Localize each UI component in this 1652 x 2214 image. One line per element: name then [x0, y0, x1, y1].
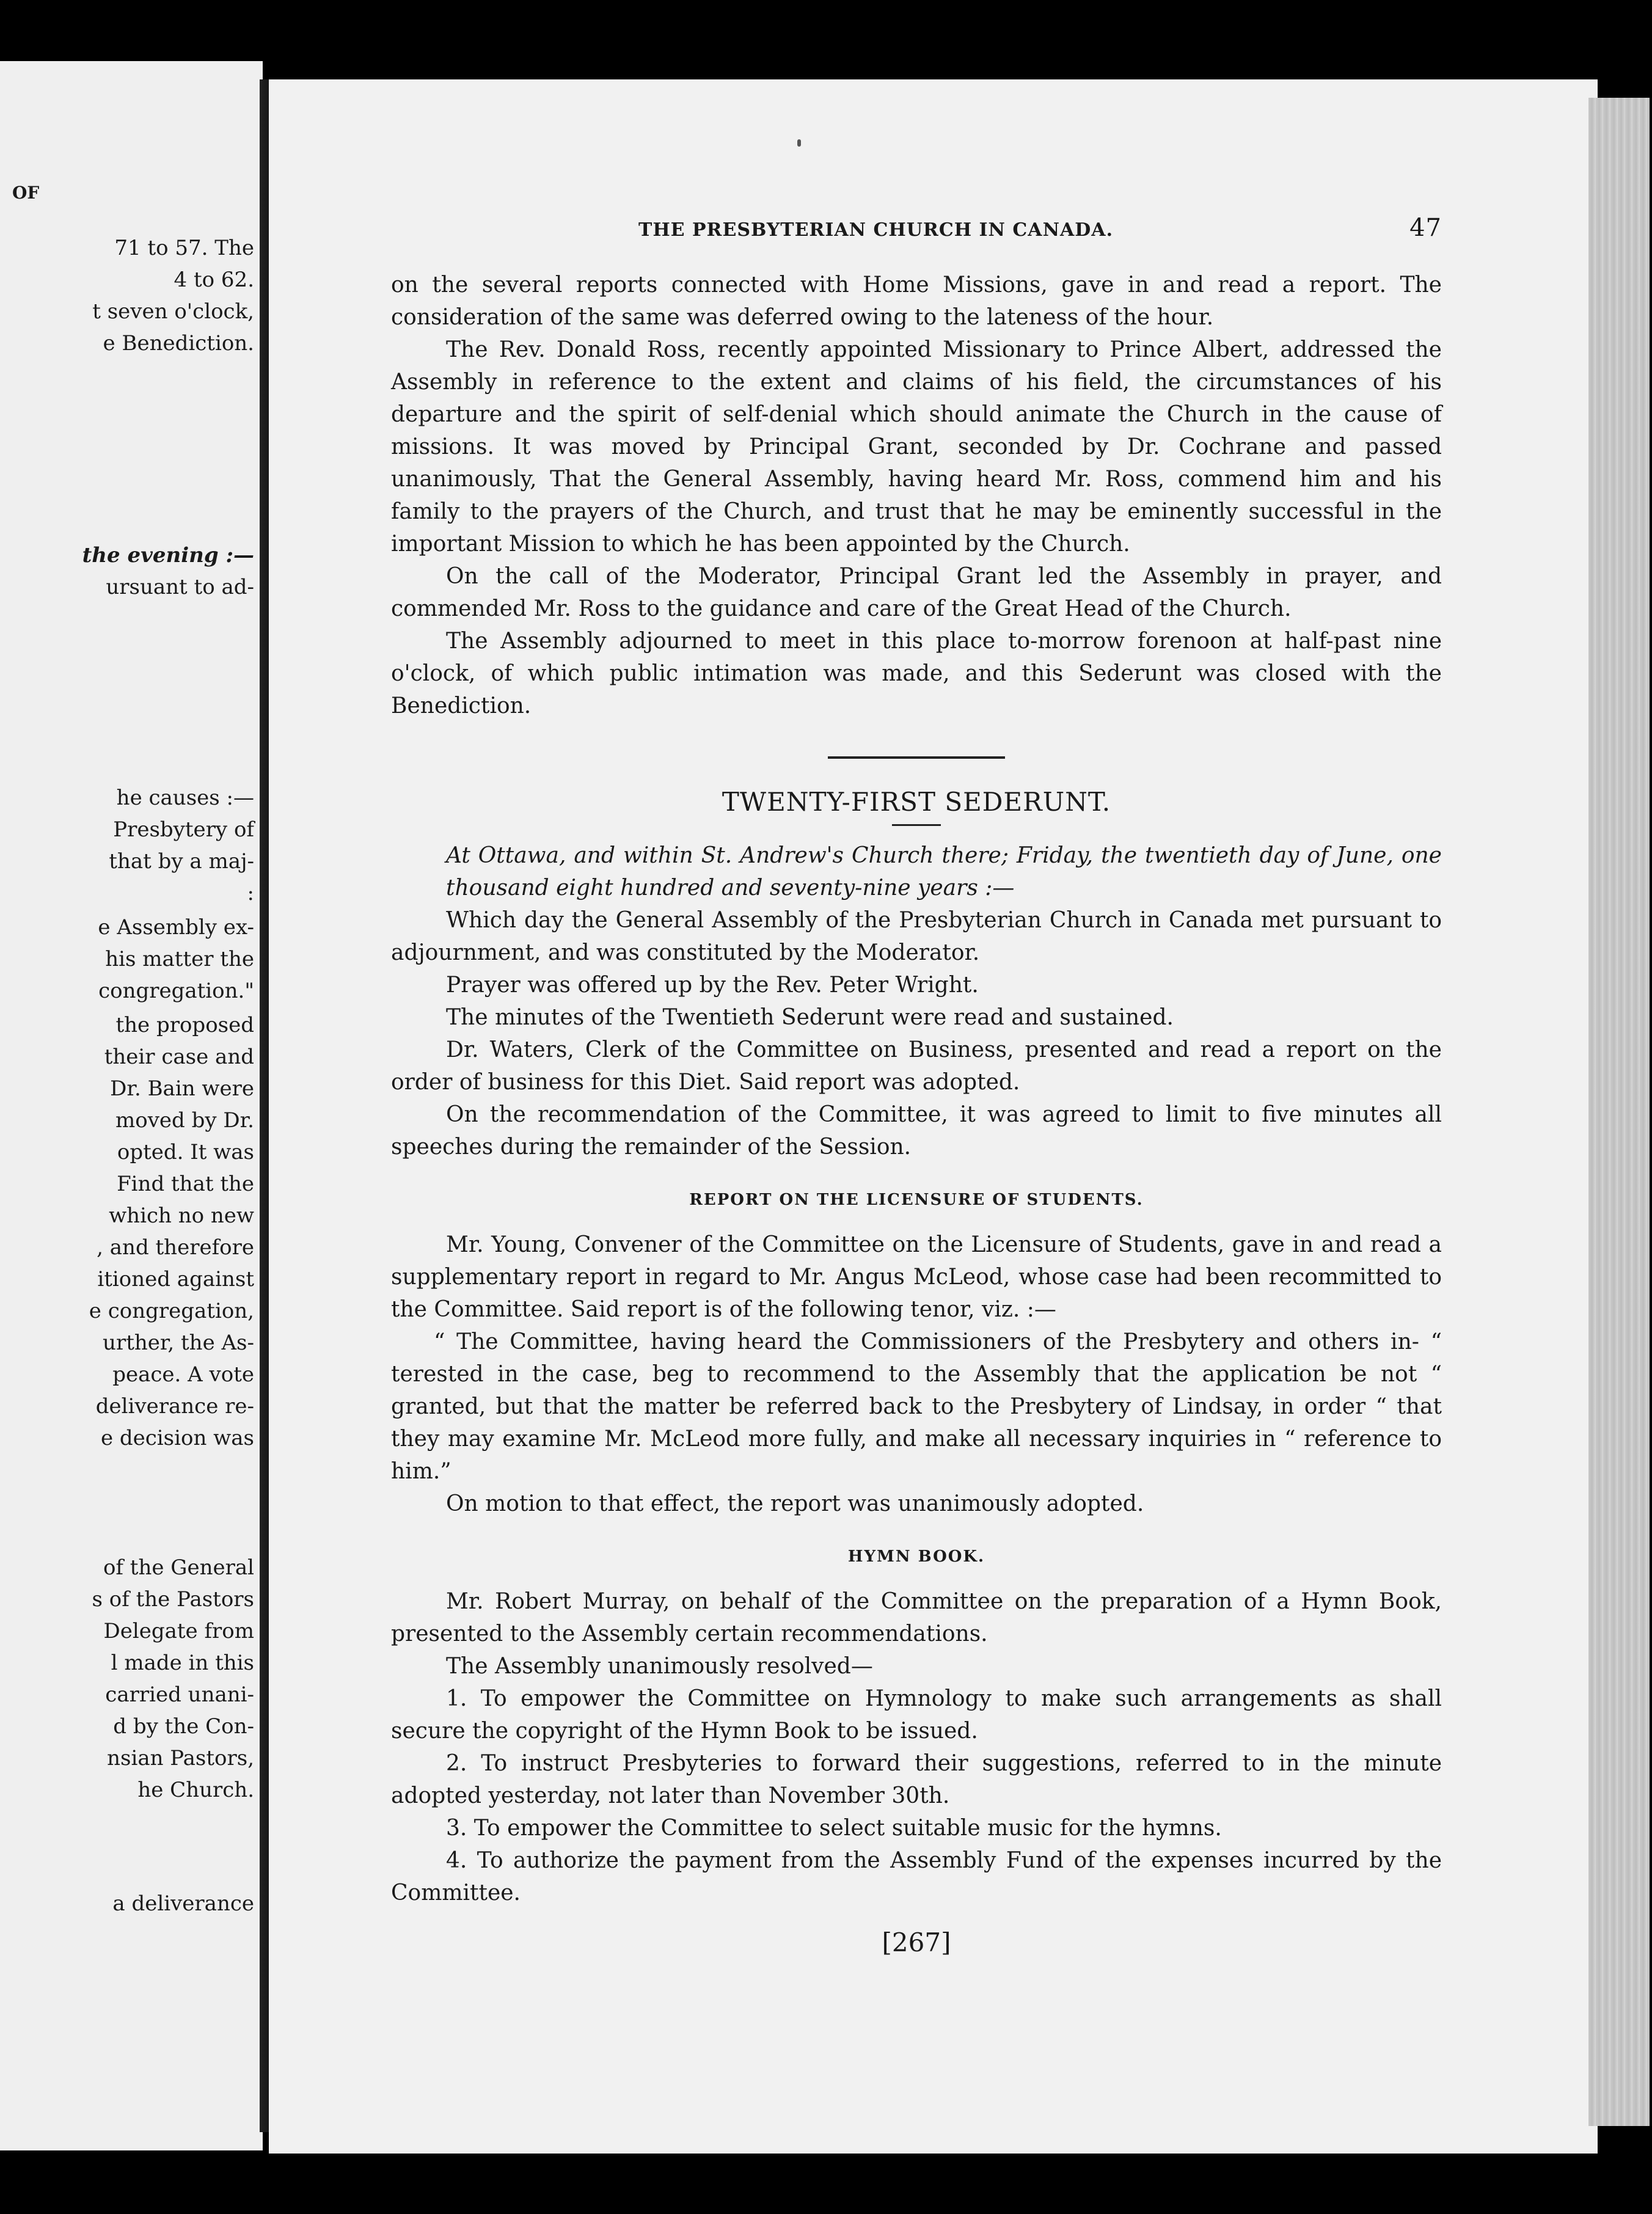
paragraph: On motion to that effect, the report was unanimously adopted.: [446, 1491, 1144, 1516]
paragraph: The Assembly unanimously resolved—: [446, 1654, 873, 1679]
section-divider: [828, 756, 1005, 759]
left-page-line: Presbytery of: [113, 817, 254, 842]
left-page-line: which no new: [109, 1204, 254, 1228]
left-page-line: t seven o'clock,: [92, 299, 254, 324]
subheading-hymn-book: HYMN BOOK.: [847, 1547, 985, 1566]
left-page-line: d by the Con-: [113, 1714, 254, 1739]
paragraph: on the several reports connected with Home Missions, gave in and read a report. The consideration of the same was deferred owing to the lateness of the hour.: [391, 272, 1442, 330]
page-edges: [1588, 98, 1650, 2126]
left-page-line: Dr. Bain were: [110, 1076, 254, 1101]
left-page-line: :: [247, 881, 254, 905]
left-page-line: their case and: [104, 1045, 254, 1069]
left-page-line: e decision was: [100, 1426, 254, 1450]
paragraph: On the recommendation of the Committee, it was agreed to limit to five minutes all speeches during the remainder of the Session.: [391, 1102, 1442, 1160]
place-date-line: At Ottawa, and within St. Andrew's Church there; Friday, the twentieth day of June, one thousand eight hundred and seventy-nine years :—: [446, 843, 1442, 901]
left-page-line: s of the Pastors: [92, 1587, 254, 1612]
left-page-line: e congregation,: [89, 1299, 254, 1323]
left-page-line: the evening :—: [82, 543, 254, 568]
list-item: 2. To instruct Presbyteries to forward their suggestions, referred to in the minute adopted yesterday, not later than November 30th.: [391, 1751, 1442, 1808]
paragraph: On the call of the Moderator, Principal Grant led the Assembly in prayer, and commended Mr. Ross to the guidance and care of the Great Head of the Church.: [391, 564, 1442, 621]
title-underline: [892, 824, 941, 826]
list-item: 4. To authorize the payment from the Assembly Fund of the expenses incurred by the Committee.: [391, 1848, 1442, 1905]
page-number: 47: [1409, 214, 1442, 242]
left-page-line: l made in this: [111, 1651, 254, 1675]
left-page-line: , and therefore: [97, 1235, 254, 1260]
left-page-line: e Benediction.: [103, 331, 254, 356]
list-item: 3. To empower the Committee to select suitable music for the hymns.: [446, 1816, 1222, 1841]
left-page-line: ursuant to ad-: [106, 575, 254, 599]
list-item: 1. To empower the Committee on Hymnology to make such arrangements as shall secure the copyright of the Hymn Book to be issued.: [391, 1686, 1442, 1744]
left-page-line: peace. A vote: [112, 1362, 254, 1387]
section-title: TWENTY-FIRST SEDERUNT.: [722, 787, 1111, 817]
left-page-line: 4 to 62.: [174, 268, 254, 292]
left-page-line: opted. It was: [117, 1140, 254, 1164]
quoted-report: “ The Committee, having heard the Commissioners of the Presbytery and others in- “ terested in the case, beg to recommend to the Assembly that the application be not “ granted, but that the matter be referred back to the Presbytery of Lindsay, in order “ that they may examine Mr. McLeod more fully, and make all necessary inquiries in “ reference to him.”: [391, 1329, 1442, 1484]
left-page-line: congregation.": [98, 979, 254, 1003]
left-page-line: the proposed: [115, 1013, 254, 1037]
subheading-licensure: REPORT ON THE LICENSURE OF STUDENTS.: [689, 1191, 1144, 1209]
left-page-line: that by a maj-: [109, 849, 254, 874]
left-page-line: nsian Pastors,: [107, 1746, 254, 1770]
left-page-line: OF: [12, 183, 40, 203]
paragraph: The Rev. Donald Ross, recently appointed Missionary to Prince Albert, addressed the Assembly in reference to the extent and claims of his field, the circumstances of his departure and the spirit of self-denial which should animate the Church in the cause of missions. It was moved by Principal Grant, seconded by Dr. Cochrane and passed unanimously, That the General Assembly, having heard Mr. Ross, commend him and his family to the prayers of the Church, and trust that he may be eminently successful in the important Mission to which he has been appointed by the Church.: [391, 337, 1442, 557]
left-page-line: e Assembly ex-: [98, 915, 254, 940]
left-page-line: a deliverance: [112, 1891, 254, 1916]
left-page-line: deliverance re-: [95, 1394, 254, 1419]
left-page-line: of the General: [103, 1555, 254, 1580]
left-page-line: he causes :—: [116, 786, 254, 810]
left-page-line: 71 to 57. The: [114, 236, 254, 260]
left-page-line: urther, the As-: [103, 1331, 254, 1355]
speck: [797, 139, 801, 147]
left-page-line: Delegate from: [103, 1619, 254, 1643]
left-page-line: Find that the: [117, 1172, 254, 1196]
paragraph: The Assembly adjourned to meet in this place to-morrow forenoon at half-past nine o'clock, of which public intimation was made, and this Sederunt was closed with the Benediction.: [391, 629, 1442, 718]
running-header: [638, 214, 1442, 242]
paragraph: Which day the General Assembly of the Presbyterian Church in Canada met pursuant to adjournment, and was constituted by the Moderator.: [391, 908, 1442, 965]
left-page-fragment: [0, 61, 263, 2150]
running-title: THE PRESBYTERIAN CHURCH IN CANADA.: [638, 219, 1114, 241]
left-page-line: he Church.: [137, 1778, 254, 1802]
page-body: [391, 269, 1442, 1959]
paragraph: Dr. Waters, Clerk of the Committee on Business, presented and read a report on the order of business for this Diet. Said report was adopted.: [391, 1037, 1442, 1095]
paragraph: Mr. Robert Murray, on behalf of the Committee on the preparation of a Hymn Book, presented to the Assembly certain recommendations.: [391, 1589, 1442, 1646]
left-page-line: moved by Dr.: [115, 1108, 254, 1133]
footer-page-number: [267]: [882, 1927, 951, 1957]
paragraph: The minutes of the Twentieth Sederunt were read and sustained.: [446, 1005, 1174, 1030]
left-page-line: itioned against: [97, 1267, 254, 1292]
paragraph: Mr. Young, Convener of the Committee on the Licensure of Students, gave in and read a supplementary report in regard to Mr. Angus McLeod, whose case had been recommitted to the Committee. Said report is of the following tenor, viz. :—: [391, 1232, 1442, 1322]
paragraph: Prayer was offered up by the Rev. Peter Wright.: [446, 973, 979, 998]
left-page-line: his matter the: [105, 947, 254, 971]
left-page-line: carried unani-: [105, 1682, 254, 1707]
